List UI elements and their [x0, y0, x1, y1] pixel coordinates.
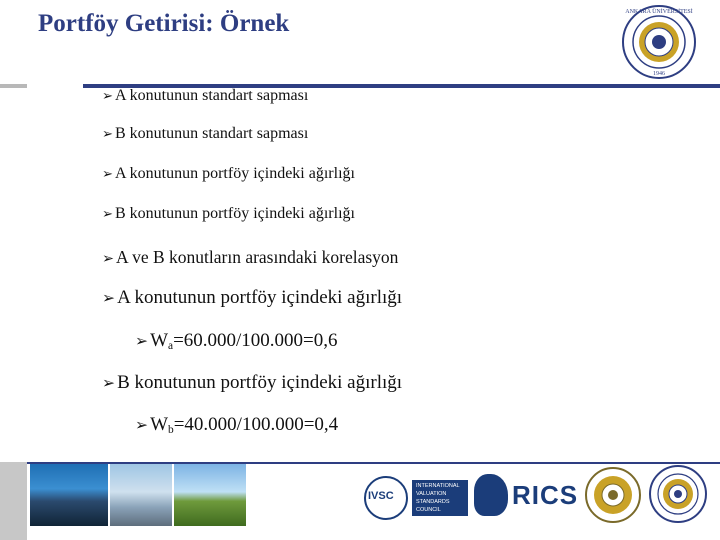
- bullet-b-std: ➢ B konutunun standart sapması: [102, 125, 309, 142]
- skyscraper-photo: [110, 464, 172, 526]
- title-rule-left: [0, 84, 27, 88]
- arrow-bullet-icon: ➢: [102, 89, 113, 104]
- seal-year: 1946: [653, 71, 665, 77]
- gold-seal-icon: [584, 466, 642, 524]
- formula-wb: ➢ $W_b=40.000/100.000=0,4$: [135, 414, 339, 436]
- bullet-correlation: ➢ A ve B konutların arasındaki korelasyon: [102, 247, 399, 267]
- arrow-bullet-icon: ➢: [102, 374, 116, 392]
- landscape-photo: [174, 464, 246, 526]
- seal-arc-text: ANKARA ÜNİVERSİTESİ: [625, 9, 693, 15]
- bullet-b-weight-example: ➢ B konutunun portföy içindeki ağırlığı: [102, 372, 403, 393]
- bullet-a-weight: ➢ A konutunun portföy içindeki ağırlığı: [102, 165, 355, 182]
- arrow-bullet-icon: ➢: [135, 416, 149, 434]
- arrow-bullet-icon: ➢: [102, 167, 113, 182]
- bullet-a-std: ➢ A konutunun standart sapması: [102, 87, 309, 104]
- footer-logos: [362, 464, 702, 526]
- bullet-a-weight-example: ➢ A konutunun portföy içindeki ağırlığı: [102, 287, 403, 308]
- arrow-bullet-icon: ➢: [102, 127, 113, 142]
- arrow-bullet-icon: ➢: [102, 207, 113, 222]
- bullet-b-weight: ➢ B konutunun portföy içindeki ağırlığı: [102, 205, 355, 222]
- ankara-university-seal-icon: [621, 4, 697, 80]
- rics-logo: RICS: [474, 470, 576, 520]
- arrow-bullet-icon: ➢: [102, 289, 116, 307]
- city-skyline-photo: [30, 464, 108, 526]
- ivsc-logo: IVSC INTERNATIONAL VALUATION STANDARDS COUNCIL: [362, 468, 472, 522]
- slide-title: Portföy Getirisi: Örnek: [38, 10, 290, 37]
- footer-side-bar: [0, 462, 27, 540]
- arrow-bullet-icon: ➢: [135, 332, 149, 350]
- lion-icon: [474, 474, 508, 516]
- formula-wa: ➢ $W_a=60.000/100.000=0,6$: [135, 330, 338, 352]
- arrow-bullet-icon: ➢: [102, 251, 115, 267]
- ankara-university-seal-icon: [648, 464, 708, 524]
- title-rule-gap: [27, 84, 83, 88]
